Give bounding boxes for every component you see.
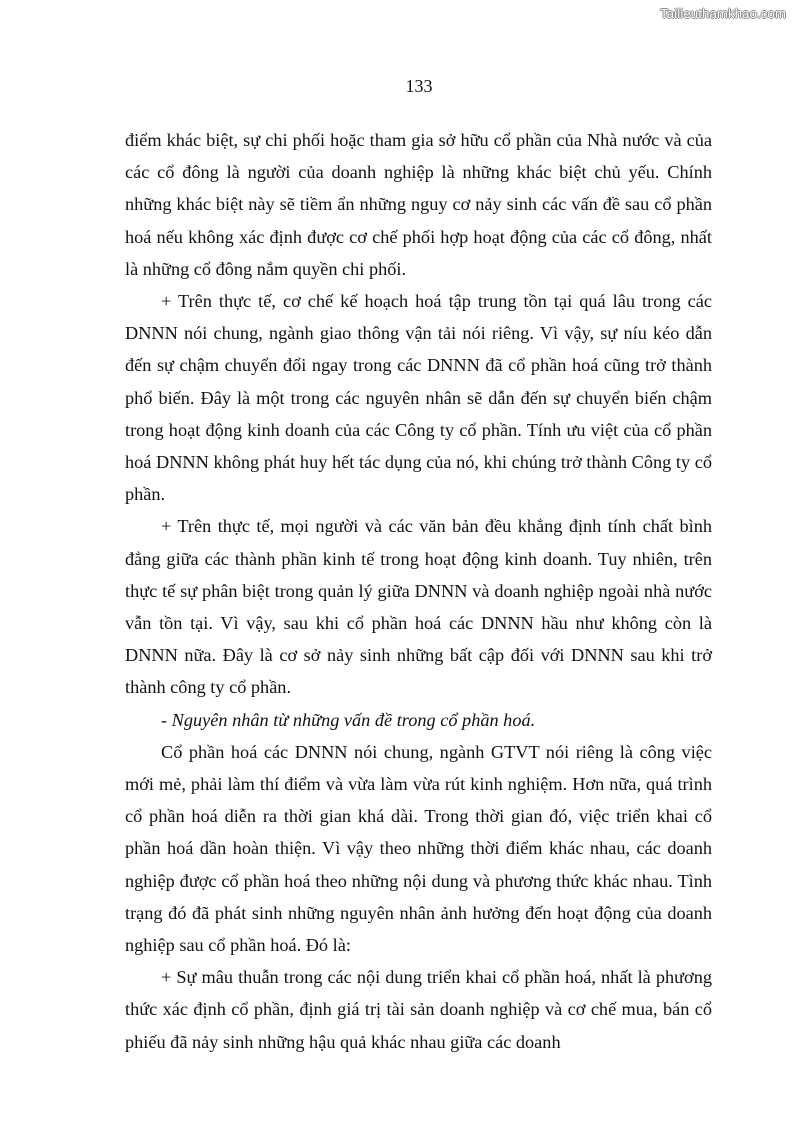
paragraph-bullet-contradictions: + Sự mâu thuẫn trong các nội dung triển khai cổ phần hoá, nhất là phương thức xác định cổ phần, định giá trị tài sản doanh nghiệp và cơ chế mua, bán cổ phiếu đã nảy sinh những hậu quả khác nhau giữa các doanh [125, 967, 712, 1052]
paragraph-bullet-equality: + Trên thực tế, mọi người và các văn bản đều khẳng định tính chất bình đẳng giữa các thành phần kinh tế trong hoạt động kinh doanh. Tuy nhiên, trên thực tế sự phân biệt trong quản lý giữa DNNN và doanh nghiệp ngoài nhà nước vẫn tồn tại. Vì vậy, sau khi cổ phần hoá các DNNN hầu như không còn là DNNN nữa. Đây là cơ sở nảy sinh những bất cập đối với DNNN sau khi trở thành công ty cổ phần. [125, 516, 712, 698]
page-number: 133 [405, 76, 433, 96]
watermark: Tailieuthamkhao.com [660, 6, 786, 21]
document-body [125, 124, 712, 1058]
paragraph-equitization-causes: Cổ phần hoá các DNNN nói chung, ngành GTVT nói riêng là công việc mới mẻ, phải làm thí điểm và vừa làm vừa rút kinh nghiệm. Hơn nữa, quá trình cổ phần hoá diễn ra thời gian khá dài. Trong thời gian đó, việc triển khai cổ phần hoá dần hoàn thiện. Vì vậy theo những thời điểm khác nhau, các doanh nghiệp được cổ phần hoá theo những nội dung và phương thức khác nhau. Tình trạng đó đã phát sinh những nguyên nhân ảnh hưởng đến hoạt động của doanh nghiệp sau cổ phần hoá. Đó là: [125, 741, 712, 956]
paragraph-bullet-planning-mechanism: + Trên thực tế, cơ chế kế hoạch hoá tập trung tồn tại quá lâu trong các DNNN nói chung, ngành giao thông vận tải nói riêng. Vì vậy, sự níu kéo dẫn đến sự chậm chuyển đổi ngay trong các DNNN đã cổ phần hoá cũng trở thành phổ biến. Đây là một trong các nguyên nhân sẽ dẫn đến sự chuyển biến chậm trong hoạt động kinh doanh của các Công ty cổ phần. Tính ưu việt của cổ phần hoá DNNN không phát huy hết tác dụng của nó, khi chúng trở thành Công ty cổ phần. [125, 291, 712, 505]
paragraph-continuation: điểm khác biệt, sự chi phối hoặc tham gia sở hữu cổ phần của Nhà nước và của các cổ đông là người của doanh nghiệp là những khác biệt chủ yếu. Chính những khác biệt này sẽ tiềm ẩn những nguy cơ nảy sinh các vấn đề sau cổ phần hoá nếu không xác định được cơ chế phối hợp hoạt động của các cổ đông, nhất là những cổ đông nắm quyền chi phối. [125, 130, 712, 279]
section-subheading: - Nguyên nhân từ những vấn đề trong cổ phần hoá. [161, 709, 536, 730]
